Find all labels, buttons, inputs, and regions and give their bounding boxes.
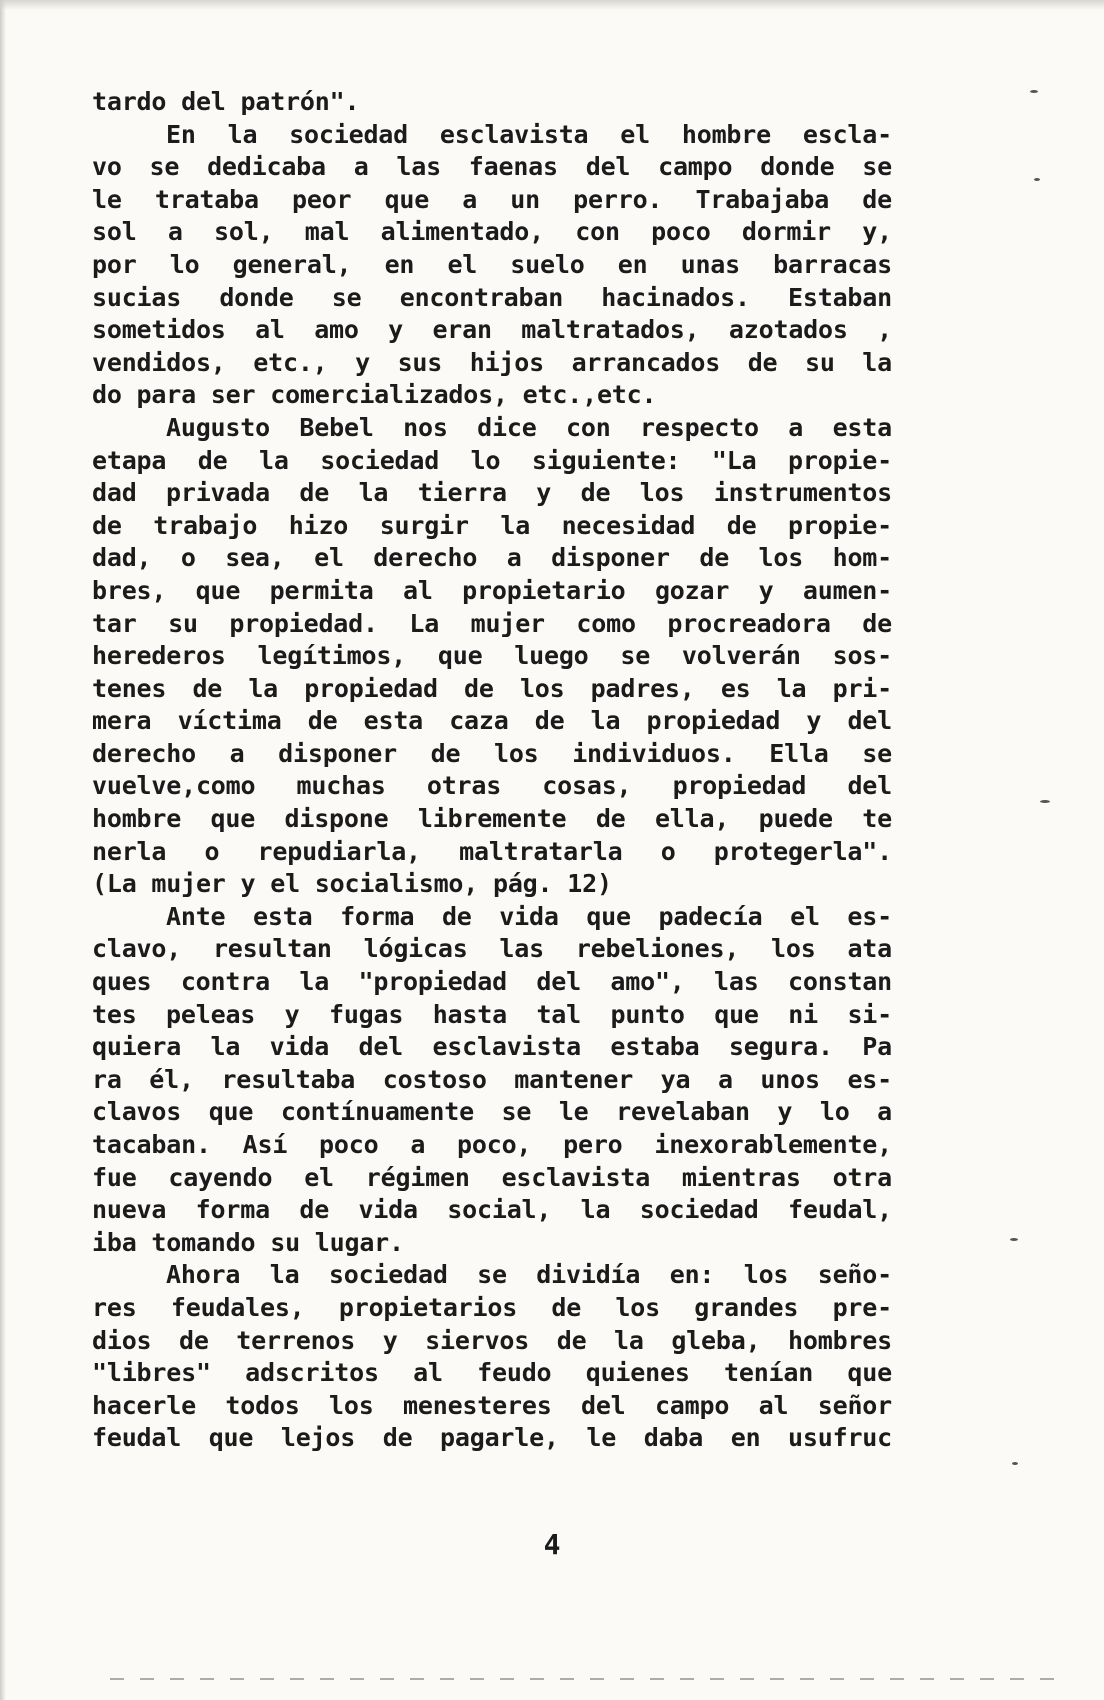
text-line: de trabajo hizo surgir la necesidad de propie- <box>92 510 892 540</box>
text-line: quiera la vida del esclavista estaba segura. Pa <box>92 1032 892 1062</box>
text-line: vo se dedicaba a las faenas del campo donde se <box>92 152 892 182</box>
text-line: ra él, resultaba costoso mantener ya a unos es- <box>92 1064 892 1094</box>
text-line: Ahora la sociedad se dividía en: los seño- <box>166 1260 892 1290</box>
text-line: mera víctima de esta caza de la propiedad y del <box>92 706 892 736</box>
text-line: clavo, resultan lógicas las rebeliones, los ata <box>92 934 892 964</box>
scan-speck <box>1030 90 1038 93</box>
text-line: dad privada de la tierra y de los instrumentos <box>92 478 892 508</box>
text-line: etapa de la sociedad lo siguiente: "La propie- <box>92 445 892 475</box>
text-line: hacerle todos los menesteres del campo al señor <box>92 1390 892 1420</box>
text-line: dios de terrenos y siervos de la gleba, hombres <box>92 1325 892 1355</box>
scan-edge-left <box>0 0 6 1700</box>
text-line: le trataba peor que a un perro. Trabajaba de <box>92 184 892 214</box>
text-line: (La mujer y el socialismo, pág. 12) <box>92 869 612 899</box>
scan-speck <box>1040 800 1050 803</box>
text-line: res feudales, propietarios de los grandes pre- <box>92 1292 892 1322</box>
text-line: Ante esta forma de vida que padecía el es- <box>166 901 892 931</box>
scan-speck <box>1012 1462 1018 1465</box>
text-line: sol a sol, mal alimentado, con poco dormir y, <box>92 217 892 247</box>
scan-edge-top <box>0 0 1104 10</box>
text-line: hombre que dispone libremente de ella, puede te <box>92 804 892 834</box>
text-line: sucias donde se encontraban hacinados. Estaban <box>92 282 892 312</box>
text-line: herederos legítimos, que luego se volverán sos- <box>92 641 892 671</box>
text-line: tar su propiedad. La mujer como procreadora de <box>92 608 892 638</box>
scan-artifact-line <box>110 1678 1070 1680</box>
text-line: nueva forma de vida social, la sociedad feudal, <box>92 1195 892 1225</box>
text-line: por lo general, en el suelo en unas barracas <box>92 249 892 279</box>
text-line: tardo del patrón". <box>92 87 360 116</box>
scan-speck <box>1034 178 1040 181</box>
text-line: En la sociedad esclavista el hombre escla- <box>166 119 892 149</box>
text-line: "libres" adscritos al feudo quienes tenían que <box>92 1358 892 1388</box>
text-line: derecho a disponer de los individuos. Ella se <box>92 738 892 768</box>
text-line: sometidos al amo y eran maltratados, azotados , <box>92 315 892 345</box>
body-text <box>92 86 892 1455</box>
text-line: tenes de la propiedad de los padres, es la pri- <box>92 673 892 703</box>
text-line: do para ser comercializados, etc.,etc. <box>92 380 657 410</box>
text-line: bres, que permita al propietario gozar y aumen- <box>92 575 892 605</box>
text-line: tes peleas y fugas hasta tal punto que ni si- <box>92 999 892 1029</box>
page-number: 4 <box>543 1528 561 1561</box>
text-line: vuelve,como muchas otras cosas, propiedad del <box>92 771 892 801</box>
text-line: nerla o repudiarla, maltratarla o protegerla". <box>92 836 892 866</box>
text-line: vendidos, etc., y sus hijos arrancados de su la <box>92 347 892 377</box>
text-line: feudal que lejos de pagarle, le daba en usufruc <box>92 1423 892 1453</box>
text-line: iba tomando su lugar. <box>92 1227 404 1257</box>
scan-speck <box>1010 1238 1018 1241</box>
text-line: ques contra la "propiedad del amo", las constan <box>92 967 892 997</box>
text-line: clavos que contínuamente se le revelaban y lo a <box>92 1097 892 1127</box>
text-line: dad, o sea, el derecho a disponer de los hom- <box>92 543 892 573</box>
text-line: Augusto Bebel nos dice con respecto a esta <box>166 412 892 442</box>
text-line: tacaban. Así poco a poco, pero inexorablemente, <box>92 1130 892 1159</box>
text-line: fue cayendo el régimen esclavista mientras otra <box>92 1162 892 1192</box>
